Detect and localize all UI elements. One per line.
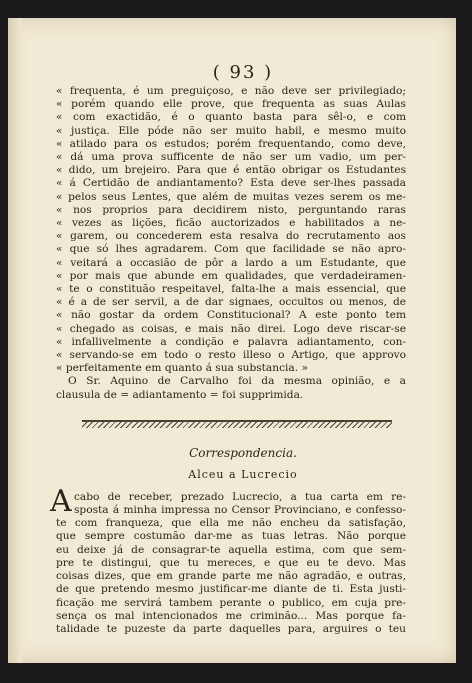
letter-text bbox=[50, 483, 406, 636]
letter-line: coisas dizes, que em grande parte me não agradão, e outras, bbox=[56, 570, 406, 583]
letter-line: ficação me servirá tambem perante o publico, em cuja pre- bbox=[56, 596, 406, 609]
letter-line: sposta á minha impressa no Censor Provinciano, e confesso- bbox=[74, 504, 406, 517]
quote-line: « perfeitamente em quanto á sua substancia. » bbox=[56, 362, 308, 375]
quote-line: « servando-se em todo o resto illeso o Artigo, que approvo bbox=[56, 349, 406, 362]
page-number: ( 93 ) bbox=[212, 62, 274, 83]
book-page bbox=[8, 18, 456, 663]
letter-line: pre te distingui, que tu mereces, e que eu te devo. Mas bbox=[56, 556, 406, 569]
quote-line: « dá uma prova sufficente de não ser um vadio, um per- bbox=[56, 151, 406, 164]
letter-line: que sempre costumão dar-me as tuas letras. Não porque bbox=[56, 530, 406, 543]
quote-line: « justiça. Elle póde não ser muito habil, e mesmo muito bbox=[56, 124, 406, 137]
quote-line: « nos proprios para decidirem nisto, perguntando raras bbox=[56, 203, 406, 216]
page-fold-shadow bbox=[8, 18, 22, 663]
ornamental-rule bbox=[82, 420, 392, 428]
quote-line: « chegado as coisas, e mais não direi. Logo deve riscar-se bbox=[56, 322, 406, 335]
letter-line: sença os mal intencionados me criminão... Mas porque fa- bbox=[56, 609, 406, 622]
letter-line: de que pretendo mesmo justificar-me diante de ti. Esta justi- bbox=[56, 583, 406, 596]
closing-line: O Sr. Aquino de Carvalho foi da mesma opinião, e a bbox=[68, 375, 406, 388]
quote-line: « frequenta, é um preguiçoso, e não deve ser privilegiado; bbox=[56, 85, 406, 97]
quote-line: « que só lhes agradarem. Com que facilidade se não apro- bbox=[56, 243, 406, 256]
quote-line: « garem, ou concederem esta resalva do recrutamento aos bbox=[56, 230, 406, 243]
quote-line: « atilado para os estudos; porém frequentando, como deve, bbox=[56, 137, 406, 150]
section-heading: Correspondencia. bbox=[189, 445, 297, 460]
quote-line: « não gostar da ordem Constitucional? A este ponto tem bbox=[56, 309, 406, 322]
quote-line: « te o constituão respeitavel, falta-lhe a mais essencial, que bbox=[56, 283, 406, 296]
quote-line: « á Certidão de andiantamento? Esta deve ser-lhes passada bbox=[56, 177, 406, 190]
letter-line: eu deixe já de consagrar-te aquella estima, com que sem- bbox=[56, 543, 406, 556]
quote-line: « por mais que abunde em qualidades, que verdadeiramen- bbox=[56, 269, 406, 282]
quote-line: « vezes as lições, ficão auctorizados e habilitados a ne- bbox=[56, 217, 406, 230]
section-subheading: Alceu a Lucrecio bbox=[188, 467, 298, 481]
drop-cap: A bbox=[50, 483, 72, 519]
quote-line: « dido, um brejeiro. Para que é então obrigar os Estudantes bbox=[56, 164, 406, 177]
letter-line: cabo de receber, prezado Lucrecio, a tua carta em re- bbox=[74, 490, 406, 503]
quote-line: « com exactidão, é o quanto basta para sêl-o, e com bbox=[56, 111, 406, 124]
letter-line: te com franqueza, que ella me não encheu da satisfação, bbox=[56, 517, 406, 530]
text-column bbox=[50, 62, 406, 636]
quote-line: « veitará a occasião de pôr a lardo a um Estudante, que bbox=[56, 256, 406, 269]
quote-line: « é a de ser servil, a de dar signaes, occultos ou menos, de bbox=[56, 296, 406, 309]
quote-line: « pelos seus Lentes, que além de muitas vezes serem os me- bbox=[56, 190, 406, 203]
letter-line: talidade te puzeste da parte daquelles para, arguires o teu bbox=[56, 622, 406, 635]
quote-line: « porém quando elle prove, que frequenta as suas Aulas bbox=[56, 98, 406, 111]
quote-line: « infallivelmente a condição e palavra adiantamento, con- bbox=[56, 335, 406, 348]
closing-line: clausula de = adiantamento = foi supprimida. bbox=[56, 388, 304, 401]
quoted-speech bbox=[56, 85, 406, 402]
